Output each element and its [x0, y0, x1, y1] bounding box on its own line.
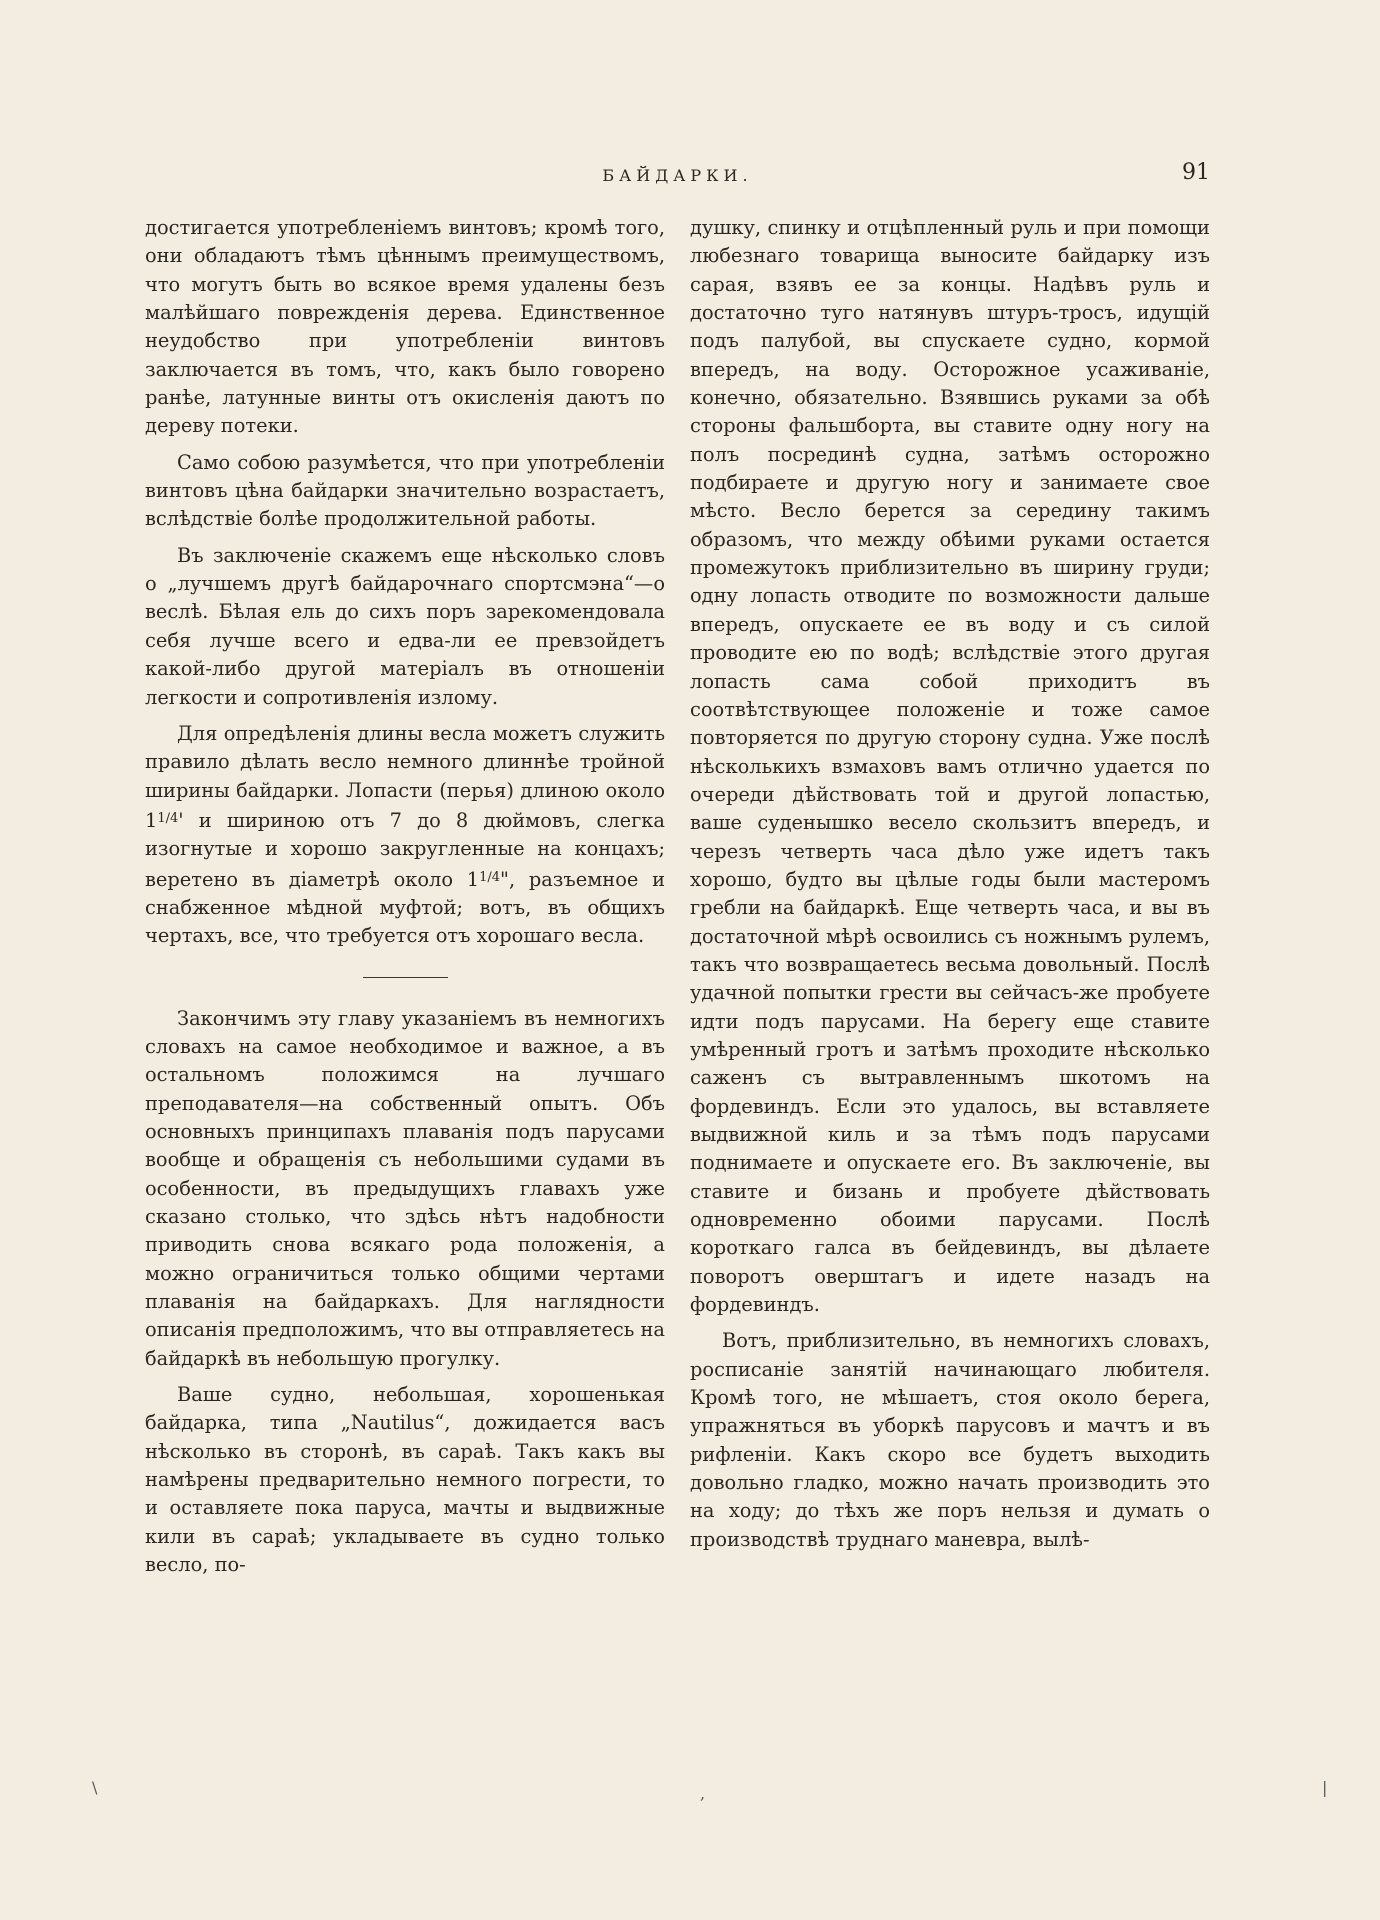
right-column [690, 214, 1210, 1554]
left-column [145, 214, 665, 1579]
paragraph: Закончимъ эту главу указаніемъ въ немногихъ словахъ на самое необходимое и важное, а въ остальномъ положимся на лучшаго преподавателя—на собственный опытъ. Объ основныхъ принципахъ плаванія подъ парусами вообще и обращенія съ небольшими судами въ особенности, въ предыдущихъ главахъ уже сказано столько, что здѣсь нѣтъ надобности приводить снова всякаго рода положенія, а можно ограничиться только общими чертами плаванія на байдаркахъ. Для наглядности описанія предположимъ, что вы отправляетесь на байдаркѣ въ небольшую прогулку. [145, 1006, 665, 1370]
paragraph [145, 720, 665, 951]
fraction: 1/4 [479, 869, 501, 885]
running-title: БАЙДАРКИ. [602, 166, 753, 185]
paragraph: достигается употребленіемъ винтовъ; кромѣ того, они обладаютъ тѣмъ цѣннымъ преимуществомъ, что могутъ быть во всякое время удалены безъ малѣйшаго поврежденія дерева. Единственное неудобство при употребленіи винтовъ заключается въ томъ, что, какъ было говорено ранѣе, латунные винты отъ окисленія даютъ по дереву потеки. [145, 216, 665, 438]
paragraph: Само собою разумѣется, что при употребленіи винтовъ цѣна байдарки значительно возрастаетъ, вслѣдствіе болѣе продолжительной работы. [145, 450, 665, 531]
paragraph-text: ' и шириною отъ 7 до 8 дюймовъ, слегка изогнутые и хорошо закругленные на концахъ; веретено въ діаметрѣ около 1 [145, 808, 665, 891]
scan-mark: | [1322, 1778, 1328, 1797]
section-divider [363, 977, 448, 978]
page-header [145, 160, 1210, 190]
fraction: 1/4 [157, 810, 179, 826]
paragraph-text: ", разъемное и снабженное мѣдной муфтой; вотъ, въ общихъ чертахъ, все, что требуется отъ хорошаго весла. [145, 867, 665, 948]
scan-mark: , [700, 1784, 706, 1803]
page-number: 91 [1182, 160, 1210, 185]
paragraph: Въ заключеніе скажемъ еще нѣсколько словъ о „лучшемъ другѣ байдарочнаго спортсмэна“—о веслѣ. Бѣлая ель до сихъ поръ зарекомендовала себя лучше всего и едва-ли ее превзойдетъ какой-либо другой матеріалъ въ отношеніи легкости и сопротивленія излому. [145, 543, 665, 709]
paragraph-text: Для опредѣленія длины весла можетъ служить правило дѣлать весло немного длиннѣе тройной ширины байдарки. Лопасти (перья) длиною около 1 [145, 721, 665, 832]
paragraph: Ваше судно, небольшая, хорошенькая байдарка, типа „Nautilus“, дожидается васъ нѣсколько въ сторонѣ, въ сараѣ. Такъ какъ вы намѣрены предварительно немного погрести, то и оставляете пока паруса, мачты и выдвижные кили въ сараѣ; укладываете въ судно только весло, по- [145, 1383, 665, 1577]
paragraph: Вотъ, приблизительно, въ немногихъ словахъ, росписаніе занятій начинающаго любителя. Кромѣ того, не мѣшаетъ, стоя около берега, упражняться въ уборкѣ парусовъ и мачтъ и въ рифленіи. Какъ скоро все будетъ выходить довольно гладко, можно начать производить это на ходу; до тѣхъ же поръ нельзя и думать о производствѣ труднаго маневра, вылѣ- [690, 1329, 1210, 1551]
scan-mark: \ [92, 1778, 98, 1797]
paragraph: душку, спинку и отцѣпленный руль и при помощи любезнаго товарища выносите байдарку изъ сарая, взявъ ее за концы. Надѣвъ руль и достаточно туго натянувъ штуръ-тросъ, идущій подъ палубой, вы спускаете судно, кормой впередъ, на воду. Осторожное усаживаніе, конечно, обязательно. Взявшись руками за обѣ стороны фальшборта, вы ставите одну ногу на полъ посрединѣ судна, затѣмъ осторожно подбираете и другую ногу и занимаете свое мѣсто. Весло берется за середину такимъ образомъ, что между обѣими руками остается промежутокъ приблизительно въ ширину груди; одну лопасть отводите по возможности дальше впередъ, опускаете ее въ воду и съ силой проводите ею по водѣ; вслѣдствіе этого другая лопасть сама собой приходитъ въ соотвѣтствующее положеніе и тоже самое повторяется по другую сторону судна. Уже послѣ нѣсколькихъ взмаховъ вамъ отлично удается по очереди дѣйствовать той и другой лопастью, ваше суденышко весело скользитъ впередъ, и черезъ четверть часа дѣло уже идетъ такъ хорошо, будто вы цѣлые годы были мастеромъ гребли на байдаркѣ. Еще четверть часа, и вы въ достаточной мѣрѣ освоились съ ножнымъ рулемъ, такъ что возвращаетесь весьма довольный. Послѣ удачной попытки грести вы сейчасъ-же пробуете идти подъ парусами. На берегу еще ставите умѣренный гротъ и затѣмъ проходите нѣсколько саженъ съ вытравленнымъ шкотомъ на фордевиндъ. Если это удалось, вы вставляете выдвижной киль и за тѣмъ подъ парусами поднимаете и опускаете его. Въ заключеніе, вы ставите и бизань и пробуете дѣйствовать одновременно обоими парусами. Послѣ короткаго галса въ бейдевиндъ, вы дѣлаете поворотъ оверштагъ и идете назадъ на фордевиндъ. [690, 216, 1210, 1317]
